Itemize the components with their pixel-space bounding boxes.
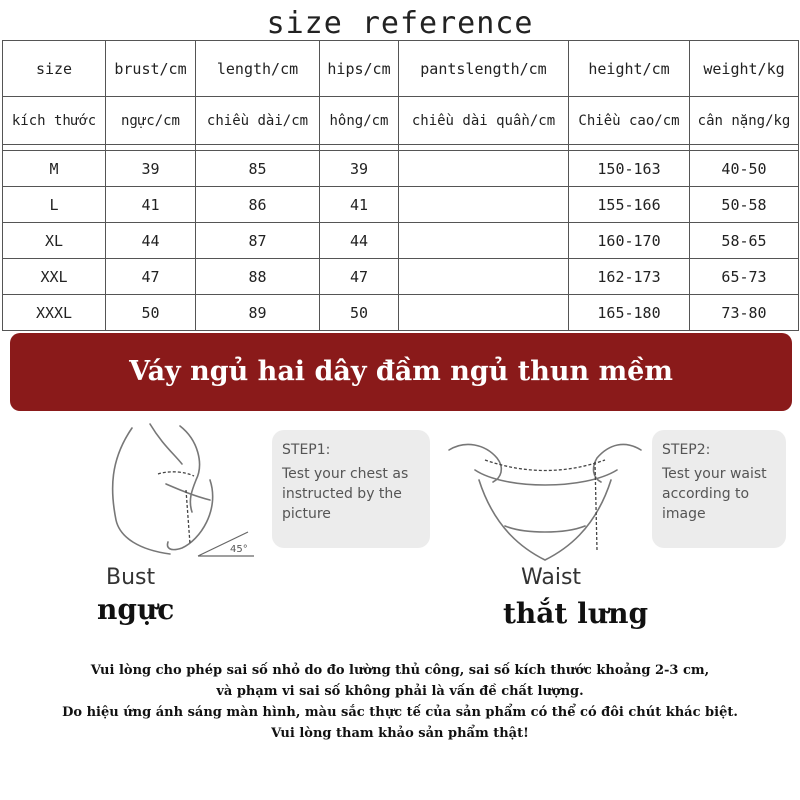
hip-outline <box>479 480 611 560</box>
table-cell: 39 <box>106 151 196 187</box>
disclaimer-notes <box>0 660 800 744</box>
angle-label: 45° <box>230 544 248 555</box>
measuring-tape <box>158 472 194 476</box>
table-cell: XXL <box>3 259 106 295</box>
col-header-vi: ngực/cm <box>106 97 196 145</box>
table-cell <box>399 187 569 223</box>
table-row <box>3 259 799 295</box>
table-cell: 65-73 <box>690 259 799 295</box>
col-header-vi: chiều dài/cm <box>196 97 320 145</box>
table-cell: 47 <box>106 259 196 295</box>
col-header-en: length/cm <box>196 41 320 97</box>
table-cell: 50 <box>106 295 196 331</box>
step2-label: STEP2: <box>662 442 711 458</box>
col-header-en: height/cm <box>569 41 690 97</box>
waist-label-vi: thắt lưng <box>503 597 649 630</box>
hand-outline <box>449 444 501 482</box>
hand-outline <box>594 444 641 482</box>
table-cell: 88 <box>196 259 320 295</box>
table-cell: XXXL <box>3 295 106 331</box>
table-cell: 89 <box>196 295 320 331</box>
step2-text: Test your waist according to image <box>662 466 767 522</box>
step1-text: Test your chest as instructed by the picture <box>282 466 409 522</box>
product-title-banner: Váy ngủ hai dây đầm ngủ thun mềm <box>10 333 792 411</box>
table-cell: 73-80 <box>690 295 799 331</box>
col-header-vi: Chiều cao/cm <box>569 97 690 145</box>
table-cell: 50-58 <box>690 187 799 223</box>
measuring-tape <box>186 490 190 544</box>
table-cell: 160-170 <box>569 223 690 259</box>
table-cell: 155-166 <box>569 187 690 223</box>
body-outline <box>113 428 170 554</box>
note-line: Vui lòng cho phép sai số nhỏ do đo lường thủ công, sai số kích thước khoảng 2-3 cm, <box>90 663 710 678</box>
table-cell: 41 <box>106 187 196 223</box>
size-table <box>2 40 799 331</box>
table-row <box>3 151 799 187</box>
col-header-en: weight/kg <box>690 41 799 97</box>
step2-box <box>652 430 786 548</box>
table-cell: 85 <box>196 151 320 187</box>
note-line: Vui lòng tham khảo sản phẩm thật! <box>271 726 529 741</box>
table-cell: 58-65 <box>690 223 799 259</box>
bust-illustration <box>70 420 260 570</box>
waist-label-en: Waist <box>521 565 582 590</box>
table-cell: XL <box>3 223 106 259</box>
measurement-guide <box>0 415 800 650</box>
col-header-en: hips/cm <box>320 41 399 97</box>
table-cell: L <box>3 187 106 223</box>
table-cell: 47 <box>320 259 399 295</box>
note-line: và phạm vi sai số không phải là vấn đề chất lượng. <box>216 684 584 699</box>
table-cell: 165-180 <box>569 295 690 331</box>
col-header-vi: chiều dài quần/cm <box>399 97 569 145</box>
table-cell <box>399 295 569 331</box>
page-title: size reference <box>266 6 534 41</box>
waist-illustration <box>445 430 645 570</box>
table-cell: 86 <box>196 187 320 223</box>
table-cell: 40-50 <box>690 151 799 187</box>
bust-label-vi: ngực <box>97 593 175 626</box>
table-body <box>3 145 799 331</box>
hand-outline <box>168 480 213 550</box>
header-row-vi <box>3 97 799 145</box>
bust-label-en: Bust <box>106 565 156 590</box>
table-cell <box>399 151 569 187</box>
header-row-en <box>3 41 799 97</box>
breast-outline <box>166 484 210 500</box>
col-header-vi: cân nặng/kg <box>690 97 799 145</box>
measuring-tape <box>485 460 605 471</box>
table-cell: 150-163 <box>569 151 690 187</box>
table-cell <box>399 223 569 259</box>
arm-outline <box>180 426 199 512</box>
col-header-vi: hông/cm <box>320 97 399 145</box>
table-row <box>3 223 799 259</box>
table-cell: 50 <box>320 295 399 331</box>
table-cell <box>399 259 569 295</box>
table-row <box>3 187 799 223</box>
col-header-en: brust/cm <box>106 41 196 97</box>
table-cell: 44 <box>106 223 196 259</box>
col-header-en: pantslength/cm <box>399 41 569 97</box>
note-line: Do hiệu ứng ánh sáng màn hình, màu sắc thực tế của sản phẩm có thể có đôi chút khác biệt. <box>62 705 738 720</box>
step1-label: STEP1: <box>282 442 331 458</box>
table-cell: 41 <box>320 187 399 223</box>
shoulder-outline <box>150 424 182 464</box>
table-cell: 162-173 <box>569 259 690 295</box>
table-cell: 44 <box>320 223 399 259</box>
brief-outline <box>505 526 585 532</box>
table-cell: M <box>3 151 106 187</box>
table-cell: 87 <box>196 223 320 259</box>
table-cell: 39 <box>320 151 399 187</box>
table-row <box>3 295 799 331</box>
step1-box <box>272 430 430 548</box>
col-header-en: size <box>3 41 106 97</box>
col-header-vi: kích thước <box>3 97 106 145</box>
